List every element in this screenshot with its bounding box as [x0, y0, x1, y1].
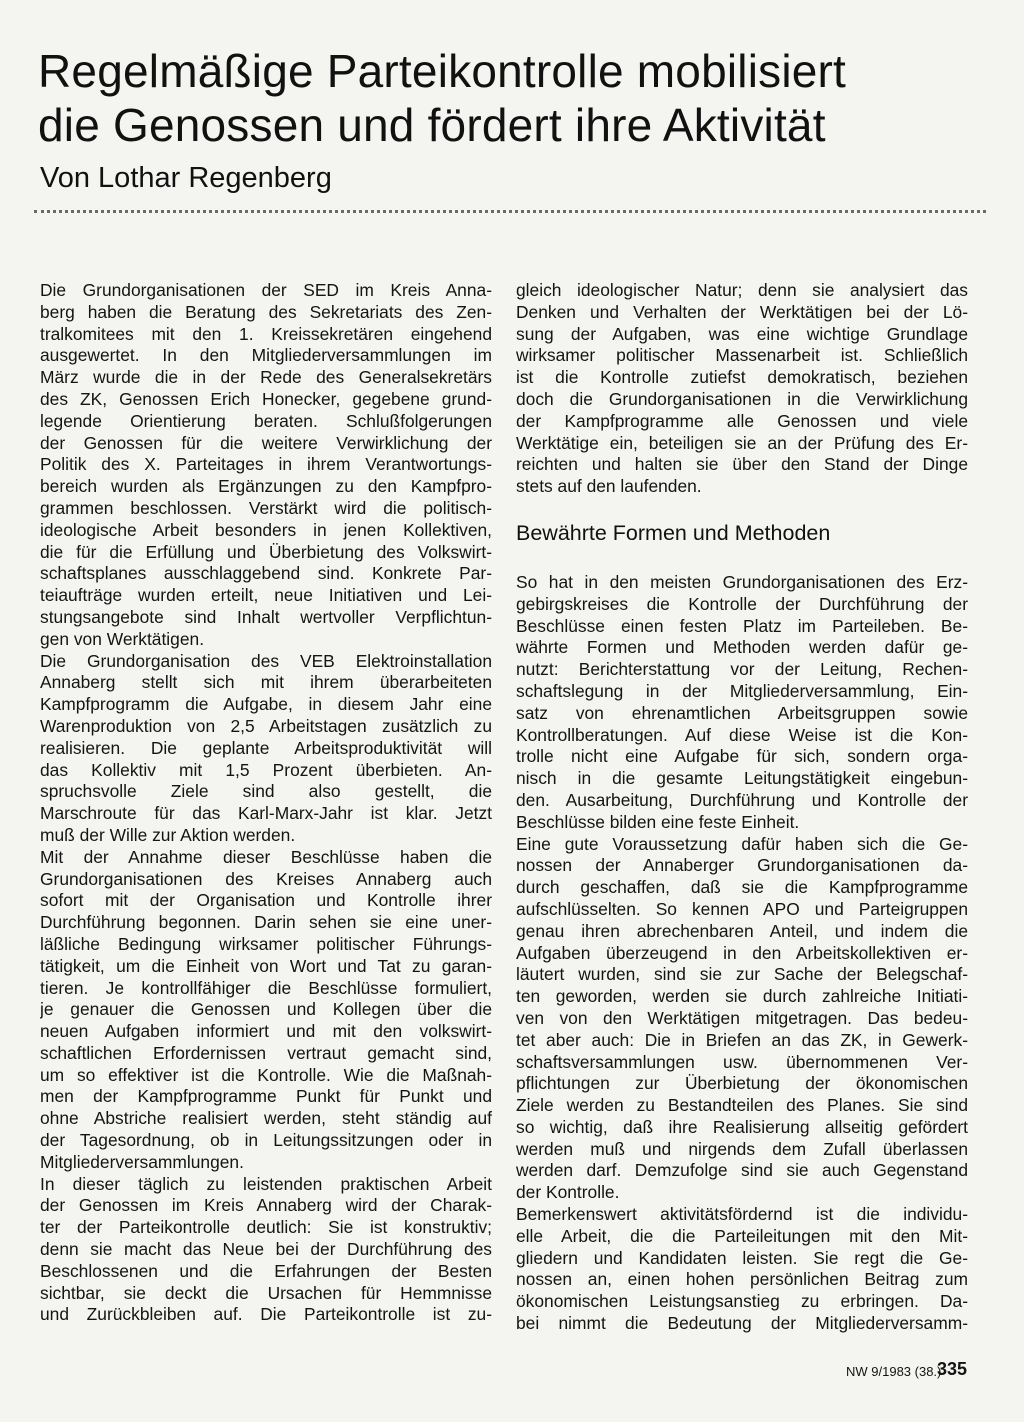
text-line: ausgewertet. In den Mitgliederversammlungen im: [40, 345, 492, 366]
text-line: sung der Aufgaben, was eine wichtige Grundlage: [516, 323, 968, 344]
text-line: nisch in die gesamte Leitungstätigkeit eingebun-: [516, 768, 968, 789]
text-line: ter der Parteikontrolle deutlich: Sie ist konstruktiv;: [40, 1217, 492, 1238]
text-line: nossen der Annaberger Grundorganisationen da-: [516, 855, 968, 876]
text-line: Aufgaben überzeugend in den Arbeitskollektiven er-: [516, 942, 968, 963]
page-number: 335: [937, 1359, 968, 1379]
right-column-section: [516, 572, 968, 1335]
text-line: tieren. Je kontrollfähiger die Beschlüsse formuliert,: [40, 977, 492, 998]
text-line: tet aber auch: Die in Briefen an das ZK, in Gewerk-: [516, 1029, 968, 1050]
journal-reference: NW 9/1983 (38.): [846, 1364, 942, 1379]
text-line: ven von den Werktätigen mitgetragen. Das bedeu-: [516, 1007, 968, 1028]
text-line: Mitgliederversammlungen.: [40, 1151, 244, 1172]
text-line: Kampfprogramm die Aufgabe, in diesem Jahr eine: [40, 694, 492, 715]
text-line: läutert wurden, sind sie zur Sache der Belegschaf-: [516, 964, 968, 985]
title-divider: [34, 210, 986, 213]
text-line: So hat in den meisten Grundorganisationen des Erz-: [516, 571, 968, 592]
text-line: denn sie macht das Neue bei der Durchführung des: [40, 1239, 492, 1260]
text-line: doch die Grundorganisationen in die Verwirklichung: [516, 388, 968, 409]
text-line: bei nimmt die Bedeutung der Mitgliederversamm-: [516, 1313, 968, 1334]
text-line: ten geworden, werden sie durch zahlreiche Initiati-: [516, 986, 968, 1007]
text-line: die für die Erfüllung und Überbietung des Volkswirt-: [40, 541, 492, 562]
text-line: Durchführung begonnen. Darin sehen sie eine uner-: [40, 912, 492, 933]
text-line: schaftslegung in der Mitgliederversammlung, Ein-: [516, 680, 968, 701]
text-line: tralkomitees mit den 1. Kreissekretären eingehend: [40, 323, 492, 344]
text-line: reichten und halten sie über den Stand der Dinge: [516, 454, 968, 475]
text-line: sichtbar, sie deckt die Ursachen für Hemmnisse: [40, 1282, 492, 1303]
text-line: Ziele werden zu Bestandteilen des Planes. Sie sind: [516, 1095, 968, 1116]
text-line: legende Orientierung beraten. Schlußfolgerungen: [40, 410, 492, 431]
text-line: nossen an, einen hohen persönlichen Beitrag zum: [516, 1269, 968, 1290]
text-line: der Genossen im Kreis Annaberg wird der Charak-: [40, 1195, 492, 1216]
text-line: stungsangebote sind Inhalt wertvoller Verpflichtun-: [40, 606, 492, 627]
text-line: elle Arbeit, die die Parteileitungen mit den Mit-: [516, 1225, 968, 1246]
text-line: sofort mit der Organisation und Kontrolle ihrer: [40, 890, 492, 911]
text-line: der Genossen für die weitere Verwirklichung der: [40, 432, 492, 453]
text-line: währte Formen und Methoden werden dafür ge-: [516, 637, 968, 658]
text-line: tätigkeit, um die Einheit von Wort und Tat zu garan-: [40, 955, 492, 976]
text-line: grammen beschlossen. Verstärkt wird die politisch-: [40, 497, 492, 518]
text-line: spruchsvolle Ziele sind also gestellt, die: [40, 781, 492, 802]
text-line: muß der Wille zur Aktion werden.: [40, 824, 296, 845]
text-line: des ZK, Genossen Erich Honecker, gegebene grund-: [40, 388, 492, 409]
article-title: [38, 44, 998, 152]
text-line: men der Kampfprogramme Punkt für Punkt und: [40, 1086, 492, 1107]
section-heading: Bewährte Formen und Methoden: [516, 520, 831, 545]
text-line: schaftsversammlungen usw. übernommenen Ver-: [516, 1051, 968, 1072]
text-line: realisieren. Die geplante Arbeitsproduktivität will: [40, 737, 492, 758]
text-line: pflichtungen zur Überbietung der ökonomischen: [516, 1073, 968, 1094]
text-line: gen von Werktätigen.: [40, 628, 205, 649]
text-line: nutzt: Berichterstattung vor der Leitung, Rechen-: [516, 659, 968, 680]
text-line: den. Ausarbeitung, Durchführung und Kontrolle der: [516, 789, 968, 810]
text-line: teiaufträge wurden erteilt, neue Initiativen und Lei-: [40, 585, 492, 606]
text-line: ohne Abstriche realisiert werden, steht ständig auf: [40, 1108, 492, 1129]
text-line: Denken und Verhalten der Werktätigen bei der Lö-: [516, 301, 968, 322]
text-line: Bemerkenswert aktivitätsfördernd ist die individu-: [516, 1204, 968, 1225]
text-line: genau ihren abrechenbaren Anteil, und indem die: [516, 920, 968, 941]
text-line: Werktätige ein, beteiligen sie an der Prüfung des Er-: [516, 432, 968, 453]
text-line: Grundorganisationen des Kreises Annaberg auch: [40, 868, 492, 889]
text-line: aufschlüsselten. So kennen APO und Parteigruppen: [516, 898, 968, 919]
text-line: neuen Aufgaben informiert und mit den volkswirt-: [40, 1021, 492, 1042]
text-line: Die Grundorganisation des VEB Elektroinstallation: [40, 650, 492, 671]
text-line: Eine gute Voraussetzung dafür haben sich die Ge-: [516, 833, 968, 854]
text-line: berg haben die Beratung des Sekretariats des Zen-: [40, 301, 492, 322]
text-line: Marschroute für das Karl-Marx-Jahr ist klar. Jetzt: [40, 803, 492, 824]
text-line: gliedern und Kandidaten leisten. Sie regt die Ge-: [516, 1247, 968, 1268]
text-line: das Kollektiv mit 1,5 Prozent überbieten. An-: [40, 759, 492, 780]
text-line: Kontrollberatungen. Auf diese Weise ist die Kon-: [516, 724, 968, 745]
article-author: Von Lothar Regenberg: [40, 162, 332, 194]
text-line: Die Grundorganisationen der SED im Kreis Anna-: [40, 280, 492, 300]
text-line: werden muß und nirgends dem Zufall überlassen: [516, 1138, 968, 1159]
text-line: satz von ehrenamtlichen Arbeitsgruppen sowie: [516, 702, 968, 723]
text-line: Beschlüsse bilden eine feste Einheit.: [516, 811, 800, 832]
text-line: wirksamer politischer Massenarbeit ist. Schließlich: [516, 345, 968, 366]
text-line: Politik des X. Parteitages in ihrem Verantwortungs-: [40, 454, 492, 475]
text-line: trolle nicht eine Aufgabe für sich, sondern orga-: [516, 746, 968, 767]
text-line: schaftsplanes ausschlaggebend sind. Konkrete Par-: [40, 563, 492, 584]
text-line: In dieser täglich zu leistenden praktischen Arbeit: [40, 1173, 492, 1194]
right-column-intro: [516, 280, 968, 498]
right-column: [516, 280, 968, 1335]
left-column: [40, 280, 492, 1326]
text-line: Warenproduktion von 2,5 Arbeitstagen zusätzlich zu: [40, 715, 492, 736]
text-line: schaftlichen Erfordernissen vertraut gemacht sind,: [40, 1042, 492, 1063]
text-line: und Zurückbleiben auf. Die Parteikontrolle ist zu-: [40, 1304, 492, 1325]
text-line: Annaberg stellt sich mit ihrem überarbeiteten: [40, 672, 492, 693]
text-line: ökonomischen Leistungsanstieg zu erbringen. Da-: [516, 1291, 968, 1312]
text-line: Beschlüsse einen festen Platz im Parteileben. Be-: [516, 615, 968, 636]
text-line: ideologische Arbeit besonders in jenen Kollektiven,: [40, 519, 492, 540]
title-line: Regelmäßige Parteikontrolle mobilisiert: [38, 45, 847, 97]
text-line: ist die Kontrolle zutiefst demokratisch, beziehen: [516, 367, 968, 388]
text-line: der Kampfprogramme alle Genossen und viele: [516, 410, 968, 431]
text-line: so wichtig, daß ihre Realisierung allseitig gefördert: [516, 1116, 968, 1137]
text-line: läßliche Bedingung wirksamer politischer Führungs-: [40, 933, 492, 954]
text-line: je genauer die Genossen und Kollegen über die: [40, 999, 492, 1020]
text-line: gleich ideologischer Natur; denn sie analysiert das: [516, 280, 968, 300]
text-line: um so effektiver ist die Kontrolle. Wie die Maßnah-: [40, 1064, 492, 1085]
text-line: bereich wurden als Ergänzungen zu den Kampfpro-: [40, 476, 492, 497]
text-line: Mit der Annahme dieser Beschlüsse haben die: [40, 846, 492, 867]
text-line: der Tagesordnung, ob in Leitungssitzungen oder in: [40, 1130, 492, 1151]
text-line: der Kontrolle.: [516, 1182, 620, 1203]
text-line: durch geschaffen, daß sie die Kampfprogramme: [516, 877, 968, 898]
text-line: Beschlossenen und die Erfahrungen der Besten: [40, 1260, 492, 1281]
text-line: stets auf den laufenden.: [516, 476, 702, 497]
text-line: werden darf. Demzufolge sind sie auch Gegenstand: [516, 1160, 968, 1181]
text-line: März wurde die in der Rede des Generalsekretärs: [40, 367, 492, 388]
title-line: die Genossen und fördert ihre Aktivität: [38, 99, 826, 151]
text-line: gebirgskreises die Kontrolle der Durchführung der: [516, 593, 968, 614]
